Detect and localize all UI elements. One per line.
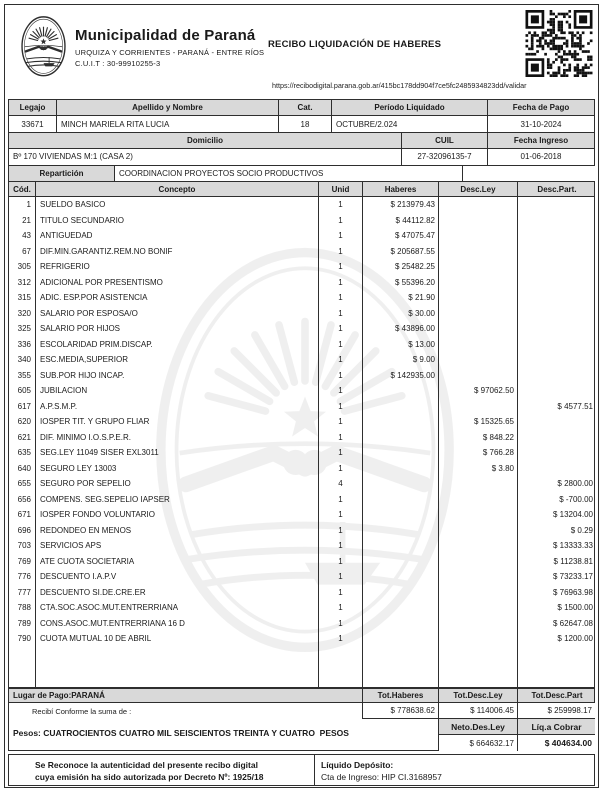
cell-desc-ley <box>439 337 518 353</box>
cell-cod: 315 <box>9 290 36 306</box>
cell-desc-part <box>518 368 596 384</box>
table-row <box>9 430 594 446</box>
col-desc-ley: Desc.Ley <box>439 182 518 196</box>
org-address: URQUIZA Y CORRIENTES - PARANÁ - ENTRE RÍOS <box>75 48 265 57</box>
cell-haberes: $ 44112.82 <box>363 213 439 229</box>
cell-cod: 305 <box>9 259 36 275</box>
cell-unid: 1 <box>319 631 363 647</box>
cell-desc-part: $ 2800.00 <box>557 479 593 489</box>
cell-haberes <box>363 461 439 477</box>
authenticity-block <box>8 754 595 786</box>
cell-desc-ley <box>439 368 518 384</box>
table-row <box>9 228 594 244</box>
legajo-label: Legajo <box>8 100 57 116</box>
cell-desc-part <box>518 275 596 291</box>
cell-haberes <box>363 585 439 601</box>
table-row <box>9 337 594 353</box>
cell-concepto: SEGURO POR SEPELIO <box>36 476 319 492</box>
cell-concepto: SUB.POR HIJO INCAP. <box>36 368 319 384</box>
table-row <box>9 321 594 337</box>
cell-desc-part: $ 13333.33 <box>552 541 593 551</box>
fecha-ingreso-label: Fecha Ingreso <box>488 133 595 149</box>
cell-desc-ley: $ 766.28 <box>439 445 518 461</box>
cell-desc-ley <box>439 275 518 291</box>
cell-desc-part <box>518 430 596 446</box>
cell-concepto: SALARIO POR ESPOSA/O <box>36 306 319 322</box>
fill-cod <box>9 647 36 688</box>
cell-unid: 1 <box>319 492 363 508</box>
table-row <box>9 476 594 492</box>
table-row <box>9 585 594 601</box>
info-header-row-1 <box>8 100 595 116</box>
cell-haberes: $ 205687.55 <box>363 244 439 260</box>
cell-unid: 1 <box>319 244 363 260</box>
cell-cod: 312 <box>9 275 36 291</box>
cell-desc-ley: $ 3.80 <box>439 461 518 477</box>
cell-haberes <box>363 631 439 647</box>
periodo-label: Período Liquidado <box>332 100 488 116</box>
cell-unid: 4 <box>319 476 363 492</box>
tot-desc-part-value: $ 259998.17 <box>517 703 595 719</box>
cell-desc-part <box>518 197 596 213</box>
col-concepto: Concepto <box>36 182 319 196</box>
cell-desc-ley <box>439 554 518 570</box>
cell-concepto: SEG.LEY 11049 SISER EXL3011 <box>36 445 319 461</box>
tot-desc-ley-label: Tot.Desc.Ley <box>439 689 518 702</box>
org-name: Municipalidad de Paraná <box>75 27 256 44</box>
cell-desc-part: $ 62647.08 <box>552 618 593 628</box>
cell-desc-part <box>518 306 596 322</box>
cell-cod: 671 <box>9 507 36 523</box>
fecha-ingreso-value: 01-06-2018 <box>488 149 595 165</box>
cell-desc-ley <box>439 259 518 275</box>
cell-desc-part <box>518 259 596 275</box>
tot-desc-ley-value: $ 114006.45 <box>438 703 517 719</box>
cell-cod: 43 <box>9 228 36 244</box>
concepts-table <box>8 181 595 688</box>
cell-desc-part: $ -700.00 <box>559 494 593 504</box>
cell-unid: 1 <box>319 399 363 415</box>
org-cuit: C.U.I.T : 30-99910255-3 <box>75 59 161 68</box>
cell-haberes <box>363 554 439 570</box>
amount-in-words: Pesos: CUATROCIENTOS CUATRO MIL SEISCIENTOS TREINTA Y CUATRO PESOS <box>13 728 349 738</box>
cell-cod: 336 <box>9 337 36 353</box>
tot-haberes-label: Tot.Haberes <box>363 689 439 702</box>
table-row <box>9 368 594 384</box>
neto-des-ley-value: $ 664632.17 <box>438 735 517 751</box>
apellido-value: MINCH MARIELA RITA LUCIA <box>57 116 279 132</box>
cell-concepto: SEGURO LEY 13003 <box>36 461 319 477</box>
cell-concepto: CTA.SOC.ASOC.MUT.ENTRERRIANA <box>36 600 319 616</box>
cell-desc-ley <box>439 476 518 492</box>
cell-cod: 621 <box>9 430 36 446</box>
cell-haberes: $ 25482.25 <box>363 259 439 275</box>
table-row <box>9 523 594 539</box>
table-row <box>9 399 594 415</box>
cell-unid: 1 <box>319 507 363 523</box>
cell-haberes <box>363 523 439 539</box>
cell-desc-ley <box>439 507 518 523</box>
cell-desc-part: $ 4577.51 <box>557 401 593 411</box>
totals-header-row <box>8 688 595 703</box>
cell-haberes <box>363 492 439 508</box>
table-row <box>9 445 594 461</box>
cell-concepto: TITULO SECUNDARIO <box>36 213 319 229</box>
cell-concepto: DESCUENTO SI.DE.CRE.ER <box>36 585 319 601</box>
concepts-empty-area <box>9 647 594 688</box>
periodo-value: OCTUBRE/2.024 <box>332 116 488 132</box>
cell-haberes <box>363 507 439 523</box>
cell-cod: 703 <box>9 538 36 554</box>
liq-cobrar-value: $ 404634.00 <box>517 735 595 751</box>
cell-cod: 320 <box>9 306 36 322</box>
totals-value-row <box>362 703 595 719</box>
cell-unid: 1 <box>319 523 363 539</box>
cell-cod: 67 <box>9 244 36 260</box>
cell-concepto: IOSPER TIT. Y GRUPO FLIAR <box>36 414 319 430</box>
cell-desc-part <box>518 383 596 399</box>
table-row <box>9 600 594 616</box>
cell-unid: 1 <box>319 337 363 353</box>
cell-concepto: ESC.MEDIA,SUPERIOR <box>36 352 319 368</box>
cell-unid: 1 <box>319 600 363 616</box>
cell-unid: 1 <box>319 321 363 337</box>
cell-concepto: ESCOLARIDAD PRIM.DISCAP. <box>36 337 319 353</box>
cell-desc-part: $ 13204.00 <box>552 510 593 520</box>
cat-value: 18 <box>279 116 332 132</box>
liquido-deposito-label: Líquido Depósito: <box>321 760 394 770</box>
cell-haberes: $ 30.00 <box>363 306 439 322</box>
cell-desc-part <box>518 445 596 461</box>
cell-cod: 1 <box>9 197 36 213</box>
domicilio-label: Domicilio <box>8 133 402 149</box>
cell-desc-part <box>518 414 596 430</box>
reparticion-value: COORDINACION PROYECTOS SOCIO PRODUCTIVOS <box>115 166 463 182</box>
cell-concepto: ANTIGUEDAD <box>36 228 319 244</box>
fill-desc-ley <box>439 647 518 688</box>
employee-info-table <box>8 99 595 182</box>
reparticion-spacer <box>463 166 595 182</box>
apellido-label: Apellido y Nombre <box>57 100 279 116</box>
cell-desc-part: $ 1200.00 <box>557 634 593 644</box>
cell-cod: 776 <box>9 569 36 585</box>
legajo-value: 33671 <box>8 116 57 132</box>
cell-desc-ley <box>439 600 518 616</box>
cell-concepto: REDONDEO EN MENOS <box>36 523 319 539</box>
cell-unid: 1 <box>319 368 363 384</box>
cell-haberes <box>363 414 439 430</box>
cell-unid: 1 <box>319 275 363 291</box>
cell-cod: 769 <box>9 554 36 570</box>
cell-cod: 788 <box>9 600 36 616</box>
info-value-row-1 <box>8 116 595 132</box>
cell-unid: 1 <box>319 383 363 399</box>
cell-desc-part: $ 73233.17 <box>552 572 593 582</box>
info-value-row-2 <box>8 149 595 165</box>
cell-desc-ley <box>439 352 518 368</box>
municipal-emblem-logo-icon <box>20 15 67 78</box>
cell-desc-part <box>518 461 596 477</box>
liq-cobrar-label: Líq.a Cobrar <box>517 719 595 735</box>
cell-cod: 789 <box>9 616 36 632</box>
authenticity-line-1: Se Reconoce la autenticidad del presente recibo digital <box>35 760 258 770</box>
cell-haberes <box>363 616 439 632</box>
cell-desc-ley <box>439 523 518 539</box>
cell-unid: 1 <box>319 616 363 632</box>
cell-desc-ley: $ 848.22 <box>439 430 518 446</box>
table-row <box>9 244 594 260</box>
cell-haberes: $ 9.00 <box>363 352 439 368</box>
cell-concepto: A.P.S.M.P. <box>36 399 319 415</box>
authenticity-text <box>9 755 314 785</box>
cell-haberes <box>363 430 439 446</box>
cell-haberes: $ 43896.00 <box>363 321 439 337</box>
cell-unid: 1 <box>319 259 363 275</box>
table-row <box>9 352 594 368</box>
cell-concepto: CUOTA MUTUAL 10 DE ABRIL <box>36 631 319 647</box>
cell-desc-ley <box>439 538 518 554</box>
table-row <box>9 306 594 322</box>
col-haberes: Haberes <box>363 182 439 196</box>
cell-desc-ley <box>439 197 518 213</box>
table-row <box>9 383 594 399</box>
validation-url: https://recibodigital.parana.gob.ar/415bc178dd904f7ce5fc2485934823dd/validar <box>272 81 527 90</box>
cell-desc-part <box>518 244 596 260</box>
cell-desc-part <box>518 213 596 229</box>
cell-haberes: $ 142935.00 <box>363 368 439 384</box>
cell-unid: 1 <box>319 306 363 322</box>
cell-concepto: SERVICIOS APS <box>36 538 319 554</box>
cell-desc-part <box>518 321 596 337</box>
cell-desc-ley <box>439 228 518 244</box>
concepts-header-row <box>9 182 594 197</box>
cell-cod: 340 <box>9 352 36 368</box>
cell-cod: 21 <box>9 213 36 229</box>
cell-haberes <box>363 538 439 554</box>
cell-desc-ley <box>439 290 518 306</box>
cell-cod: 605 <box>9 383 36 399</box>
cell-concepto: DIF.MIN.GARANTIZ.REM.NO BONIF <box>36 244 319 260</box>
cell-cod: 617 <box>9 399 36 415</box>
table-row <box>9 507 594 523</box>
cell-concepto: IOSPER FONDO VOLUNTARIO <box>36 507 319 523</box>
cell-unid: 1 <box>319 461 363 477</box>
cell-haberes <box>363 476 439 492</box>
cell-cod: 790 <box>9 631 36 647</box>
cell-desc-part <box>518 228 596 244</box>
table-row <box>9 538 594 554</box>
table-row <box>9 414 594 430</box>
lugar-pago: Lugar de Pago:PARANÁ <box>9 689 363 702</box>
fecha-pago-label: Fecha de Pago <box>488 100 595 116</box>
cell-concepto: DIF. MINIMO I.O.S.P.E.R. <box>36 430 319 446</box>
cell-concepto: ADICIONAL POR PRESENTISMO <box>36 275 319 291</box>
cell-desc-part <box>518 337 596 353</box>
cell-haberes <box>363 600 439 616</box>
cell-desc-ley <box>439 585 518 601</box>
authenticity-line-2: cuya emisión ha sido autorizada por Decreto Nº: 1925/18 <box>35 772 264 782</box>
cell-haberes: $ 213979.43 <box>363 197 439 213</box>
fill-desc-part <box>518 647 596 688</box>
fecha-pago-value: 31-10-2024 <box>488 116 595 132</box>
cell-concepto: DESCUENTO I.A.P.V <box>36 569 319 585</box>
recibi-conforme-text: Recibí Conforme la suma de : <box>32 707 132 716</box>
cell-haberes: $ 47075.47 <box>363 228 439 244</box>
cuil-value: 27-32096135-7 <box>402 149 488 165</box>
table-row <box>9 290 594 306</box>
cat-label: Cat. <box>279 100 332 116</box>
col-desc-part: Desc.Part. <box>537 184 577 194</box>
qr-code-icon <box>523 10 595 77</box>
table-row <box>9 275 594 291</box>
cell-concepto: ATE CUOTA SOCIETARIA <box>36 554 319 570</box>
cell-haberes <box>363 569 439 585</box>
table-row <box>9 213 594 229</box>
table-row <box>9 616 594 632</box>
cell-unid: 1 <box>319 585 363 601</box>
domicilio-value: Bº 170 VIVIENDAS M:1 (CASA 2) <box>8 149 402 165</box>
cell-cod: 635 <box>9 445 36 461</box>
table-row <box>9 259 594 275</box>
neto-des-ley-label: Neto.Des.Ley <box>438 719 517 735</box>
cell-haberes: $ 55396.20 <box>363 275 439 291</box>
cell-desc-ley <box>439 213 518 229</box>
table-row <box>9 492 594 508</box>
table-row <box>9 631 594 647</box>
cell-haberes: $ 21.90 <box>363 290 439 306</box>
info-reparticion-row <box>8 166 595 182</box>
cell-cod: 777 <box>9 585 36 601</box>
cell-cod: 655 <box>9 476 36 492</box>
cell-unid: 1 <box>319 554 363 570</box>
cell-concepto: REFRIGERIO <box>36 259 319 275</box>
cuil-label: CUIL <box>402 133 488 149</box>
cell-desc-ley <box>439 616 518 632</box>
cell-desc-ley <box>439 244 518 260</box>
cell-concepto: SUELDO BASICO <box>36 197 319 213</box>
cell-concepto: CONS.ASOC.MUT.ENTRERRIANA 16 D <box>36 616 319 632</box>
cell-desc-ley <box>439 631 518 647</box>
fill-haberes <box>363 647 439 688</box>
cell-desc-ley: $ 15325.65 <box>439 414 518 430</box>
cell-desc-part: $ 76963.98 <box>552 587 593 597</box>
net-value-row <box>438 735 595 751</box>
cell-unid: 1 <box>319 213 363 229</box>
concepts-body <box>9 197 594 647</box>
table-row <box>9 554 594 570</box>
cell-cod: 640 <box>9 461 36 477</box>
cell-desc-ley <box>439 306 518 322</box>
reparticion-label: Repartición <box>8 166 115 182</box>
cell-unid: 1 <box>319 197 363 213</box>
tot-desc-part-label: Tot.Desc.Part <box>531 691 583 700</box>
cell-desc-part: $ 11238.81 <box>553 556 593 566</box>
cell-cod: 355 <box>9 368 36 384</box>
deposit-info <box>314 755 596 785</box>
cell-haberes <box>363 445 439 461</box>
cell-unid: 1 <box>319 538 363 554</box>
net-header-row <box>438 719 595 735</box>
cell-desc-ley: $ 97062.50 <box>439 383 518 399</box>
table-row <box>9 197 594 213</box>
cell-unid: 1 <box>319 352 363 368</box>
cell-desc-ley <box>439 569 518 585</box>
cell-concepto: SALARIO POR HIJOS <box>36 321 319 337</box>
col-cod: Cód. <box>9 182 36 196</box>
cell-unid: 1 <box>319 228 363 244</box>
cell-unid: 1 <box>319 430 363 446</box>
tot-haberes-value: $ 778638.62 <box>362 703 438 719</box>
col-unid: Unid <box>319 182 363 196</box>
cell-unid: 1 <box>319 414 363 430</box>
cell-concepto: ADIC. ESP.POR ASISTENCIA <box>36 290 319 306</box>
cell-cod: 696 <box>9 523 36 539</box>
document-title: RECIBO LIQUIDACIÓN DE HABERES <box>268 39 442 50</box>
fill-unid <box>319 647 363 688</box>
cell-unid: 1 <box>319 445 363 461</box>
cell-desc-ley <box>439 321 518 337</box>
cell-desc-ley <box>439 399 518 415</box>
cell-cod: 656 <box>9 492 36 508</box>
cell-desc-part <box>518 290 596 306</box>
cell-haberes <box>363 399 439 415</box>
cell-cod: 620 <box>9 414 36 430</box>
cell-desc-part: $ 0.29 <box>570 525 593 535</box>
cell-unid: 1 <box>319 569 363 585</box>
cell-desc-ley <box>439 492 518 508</box>
fill-concepto <box>36 647 319 688</box>
cell-haberes <box>363 383 439 399</box>
cell-cod: 325 <box>9 321 36 337</box>
cell-concepto: JUBILACION <box>36 383 319 399</box>
cta-ingreso: Cta de Ingreso: HIP CI.3168957 <box>321 772 442 782</box>
cell-desc-part <box>518 352 596 368</box>
cell-haberes: $ 13.00 <box>363 337 439 353</box>
table-row <box>9 461 594 477</box>
cell-unid: 1 <box>319 290 363 306</box>
table-row <box>9 569 594 585</box>
info-header-row-2 <box>8 133 595 149</box>
cell-concepto: COMPENS. SEG.SEPELIO IAPSER <box>36 492 319 508</box>
cell-desc-part: $ 1500.00 <box>557 603 593 613</box>
